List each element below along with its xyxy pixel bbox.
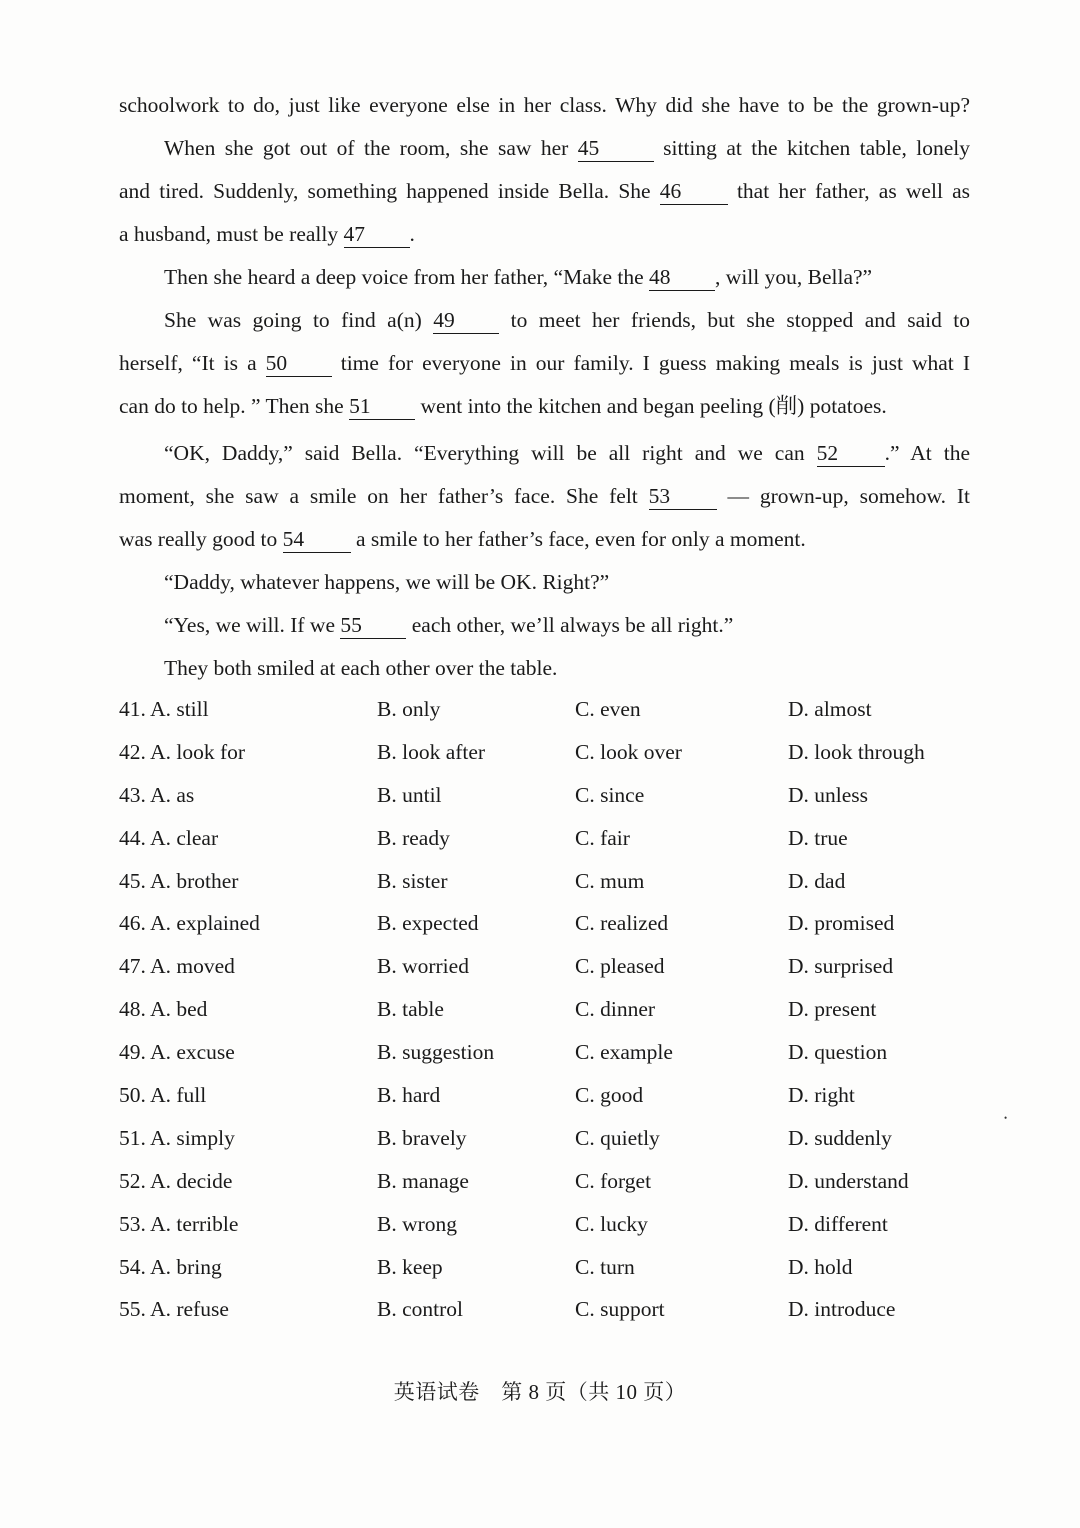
blank-49[interactable]: 49 — [433, 307, 499, 334]
option-a[interactable]: 49. A. excuse — [119, 1040, 235, 1065]
passage-line — [119, 84, 970, 127]
blank-45[interactable]: 45 — [578, 135, 654, 162]
passage-text: can do to help. ” Then she — [119, 394, 350, 418]
question-row — [119, 774, 999, 817]
option-d[interactable]: D. promised — [788, 911, 895, 936]
passage-text: to meet her friends, but she stopped and said to — [499, 308, 970, 332]
passage-text: She was going to find a(n) — [164, 308, 434, 332]
option-b[interactable]: B. expected — [377, 911, 479, 936]
passage-line — [119, 342, 970, 385]
option-c[interactable]: C. forget — [575, 1168, 652, 1193]
question-row — [119, 1074, 999, 1117]
question-row — [119, 817, 999, 860]
option-d[interactable]: D. unless — [788, 782, 869, 807]
blank-47[interactable]: 47 — [344, 221, 410, 248]
question-row — [119, 1160, 999, 1203]
option-a[interactable]: 41. A. still — [119, 697, 209, 721]
option-c[interactable]: C. since — [575, 782, 645, 807]
scan-mark: • — [1004, 1113, 1008, 1123]
option-b[interactable]: B. hard — [377, 1083, 441, 1108]
passage-line — [119, 127, 970, 170]
option-d[interactable]: D. surprised — [788, 954, 894, 979]
passage-text: each other, we’ll always be all right.” — [406, 613, 734, 637]
option-a[interactable]: 51. A. simply — [119, 1125, 235, 1150]
question-row — [119, 1031, 999, 1074]
question-row — [119, 1203, 999, 1246]
blank-48[interactable]: 48 — [649, 264, 715, 291]
option-c[interactable]: C. realized — [575, 911, 669, 936]
passage-text: .” At the — [884, 441, 970, 465]
option-b[interactable]: B. control — [377, 1297, 463, 1322]
question-row — [119, 688, 999, 731]
passage-text: “OK, Daddy,” said Bella. “Everything will be all right and we can — [164, 441, 817, 465]
answer-options-list — [119, 688, 999, 1331]
option-b[interactable]: B. wrong — [377, 1211, 458, 1236]
option-b[interactable]: B. bravely — [377, 1125, 467, 1150]
passage-text: When she got out of the room, she saw her — [164, 136, 578, 160]
option-d[interactable]: D. look through — [788, 739, 925, 764]
option-c[interactable]: C. pleased — [575, 954, 665, 979]
option-c[interactable]: C. support — [575, 1297, 665, 1322]
passage-text: went into the kitchen and began peeling (削) potatoes. — [415, 394, 887, 418]
option-b[interactable]: B. look after — [377, 739, 486, 764]
passage-line — [119, 518, 970, 561]
passage-line — [119, 213, 970, 256]
passage-text: and tired. Suddenly, something happened inside Bella. She — [119, 179, 660, 203]
option-c[interactable]: C. fair — [575, 825, 630, 850]
option-c[interactable]: C. example — [575, 1040, 673, 1065]
option-a[interactable]: 53. A. terrible — [119, 1211, 239, 1236]
option-a[interactable]: 50. A. full — [119, 1083, 207, 1108]
option-a[interactable]: 42. A. look for — [119, 739, 246, 764]
passage-text: They both smiled at each other over the table. — [164, 656, 558, 680]
passage-text: moment, she saw a smile on her father’s face. She felt — [119, 484, 649, 508]
blank-55[interactable]: 55 — [340, 612, 406, 639]
passage-text: Then she heard a deep voice from her father, “Make the — [164, 265, 650, 289]
option-b[interactable]: B. keep — [377, 1254, 443, 1279]
blank-53[interactable]: 53 — [649, 483, 717, 510]
option-d[interactable]: D. present — [788, 997, 877, 1022]
blank-54[interactable]: 54 — [283, 526, 351, 553]
question-row — [119, 902, 999, 945]
option-b[interactable]: B. sister — [377, 868, 448, 893]
option-d[interactable]: D. question — [788, 1040, 888, 1065]
passage-text: that her father, as well as — [727, 179, 971, 203]
option-a[interactable]: 55. A. refuse — [119, 1297, 229, 1322]
option-c[interactable]: C. look over — [575, 739, 682, 764]
question-row — [119, 860, 999, 903]
option-a[interactable]: 44. A. clear — [119, 825, 219, 850]
passage-line — [119, 299, 970, 342]
option-d[interactable]: D. true — [788, 825, 848, 850]
passage-text: — grown-up, somehow. It — [716, 484, 970, 508]
passage-text: , will you, Bella?” — [715, 265, 873, 289]
passage-text: time for everyone in our family. I guess making meals is just what I — [331, 351, 970, 375]
option-d[interactable]: D. hold — [788, 1254, 853, 1279]
option-c[interactable]: C. dinner — [575, 997, 656, 1022]
option-d[interactable]: D. different — [788, 1211, 888, 1236]
option-c[interactable]: C. good — [575, 1083, 644, 1108]
passage-text: was really good to — [119, 527, 283, 551]
option-d[interactable]: D. introduce — [788, 1297, 896, 1322]
option-c[interactable]: C. turn — [575, 1254, 635, 1279]
option-d[interactable]: D. dad — [788, 868, 846, 893]
option-d[interactable]: D. almost — [788, 697, 872, 721]
option-c[interactable]: C. even — [575, 697, 641, 721]
passage-line — [119, 385, 970, 428]
option-a[interactable]: 47. A. moved — [119, 954, 235, 979]
option-b[interactable]: B. worried — [377, 954, 469, 979]
option-b[interactable]: B. manage — [377, 1168, 469, 1193]
passage-line — [119, 647, 970, 690]
passage-text: . — [409, 222, 415, 246]
passage-line — [119, 256, 970, 299]
question-row — [119, 1288, 999, 1331]
passage-text: herself, “It is a — [119, 351, 266, 375]
passage-line — [119, 604, 970, 647]
option-c[interactable]: C. mum — [575, 868, 645, 893]
question-row — [119, 988, 999, 1031]
blank-50[interactable]: 50 — [266, 350, 332, 377]
option-a[interactable]: 52. A. decide — [119, 1168, 233, 1193]
blank-46[interactable]: 46 — [660, 178, 728, 205]
passage-text: a husband, must be really — [119, 222, 344, 246]
option-b[interactable]: B. table — [377, 997, 444, 1022]
passage-line — [119, 432, 970, 475]
cloze-passage — [119, 84, 970, 690]
option-b[interactable]: B. ready — [377, 825, 450, 850]
passage-line — [119, 170, 970, 213]
option-c[interactable]: C. quietly — [575, 1125, 660, 1150]
option-a[interactable]: 45. A. brother — [119, 868, 239, 893]
passage-text: schoolwork to do, just like everyone else in her class. Why did she have to be the grown-up? — [119, 93, 970, 117]
option-a[interactable]: 43. A. as — [119, 782, 195, 807]
option-c[interactable]: C. lucky — [575, 1211, 648, 1236]
passage-text: “Daddy, whatever happens, we will be OK. Right?” — [164, 570, 610, 594]
option-b[interactable]: B. only — [377, 697, 441, 721]
question-row — [119, 1117, 999, 1160]
question-row — [119, 1246, 999, 1289]
option-b[interactable]: B. suggestion — [377, 1040, 495, 1065]
blank-51[interactable]: 51 — [349, 393, 415, 420]
question-row — [119, 945, 999, 988]
passage-text: a smile to her father’s face, even for only a moment. — [350, 527, 806, 551]
option-d[interactable]: D. right — [788, 1083, 855, 1108]
blank-52[interactable]: 52 — [817, 440, 885, 467]
page-footer: 英语试卷 第 8 页（共 10 页） — [393, 1380, 687, 1404]
passage-text: sitting at the kitchen table, lonely — [653, 136, 970, 160]
option-a[interactable]: 48. A. bed — [119, 997, 208, 1022]
passage-text: “Yes, we will. If we — [164, 613, 341, 637]
option-d[interactable]: D. suddenly — [788, 1125, 892, 1150]
option-b[interactable]: B. until — [377, 782, 442, 807]
passage-line — [119, 475, 970, 518]
option-a[interactable]: 46. A. explained — [119, 911, 260, 936]
question-row — [119, 731, 999, 774]
passage-line — [119, 561, 970, 604]
option-a[interactable]: 54. A. bring — [119, 1254, 222, 1279]
option-d[interactable]: D. understand — [788, 1168, 909, 1193]
